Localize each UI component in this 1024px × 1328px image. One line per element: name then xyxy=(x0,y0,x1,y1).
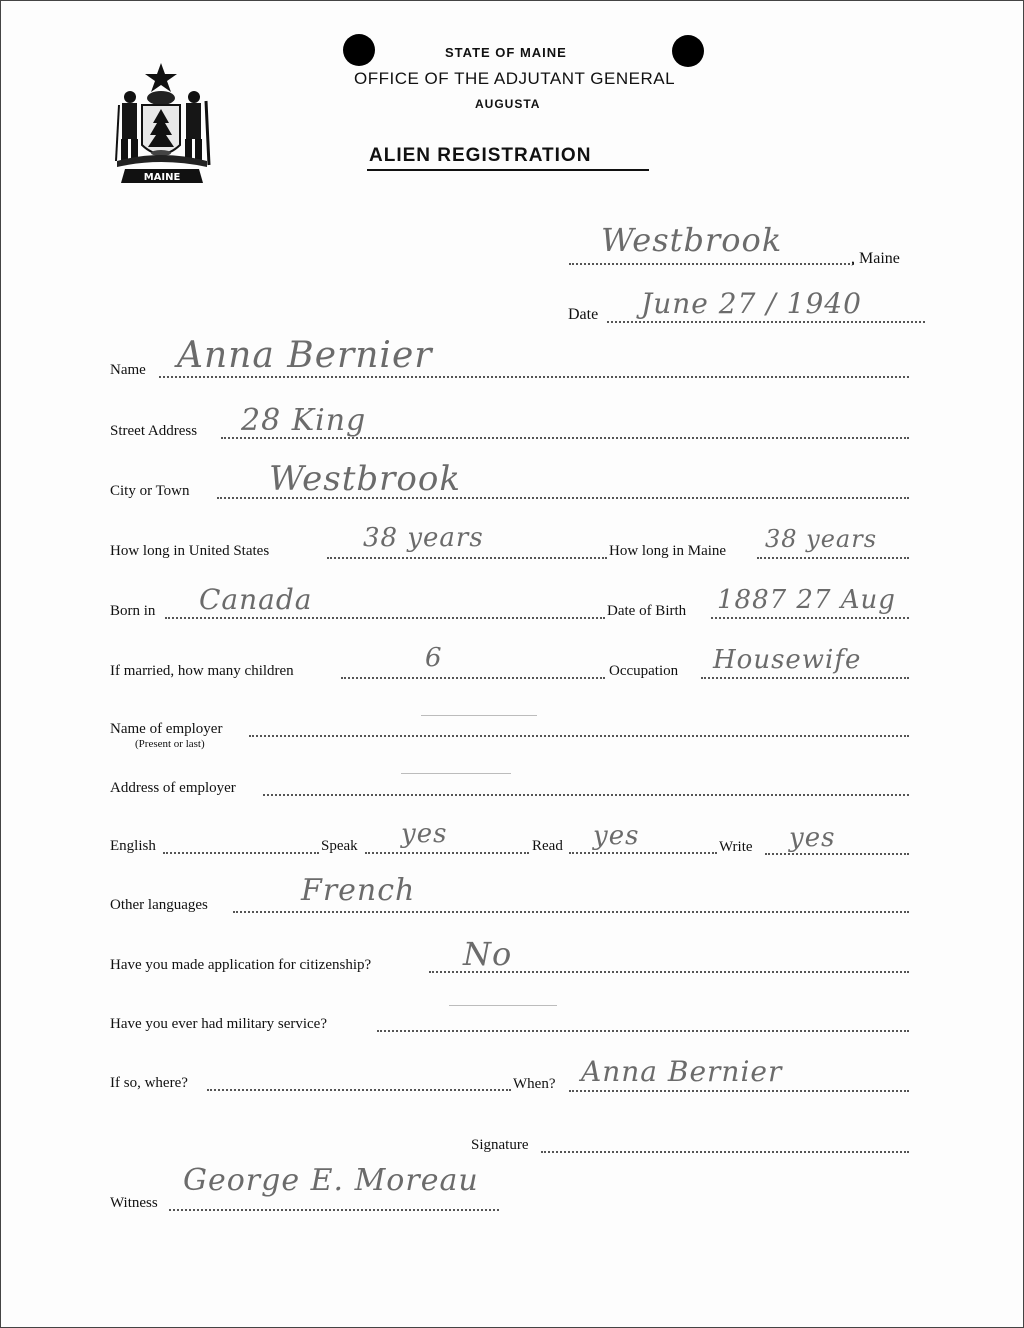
occupation-label: Occupation xyxy=(609,663,679,679)
date-line xyxy=(607,321,925,323)
witness-label: Witness xyxy=(110,1195,158,1211)
street-value[interactable]: 28 King xyxy=(241,403,367,438)
maine-time-value[interactable]: 38 years xyxy=(765,525,878,553)
signature-line xyxy=(541,1151,909,1153)
witness-line xyxy=(169,1209,499,1211)
dob-label: Date of Birth xyxy=(607,603,687,619)
when-label: When? xyxy=(513,1076,556,1092)
occupation-value[interactable]: Housewife xyxy=(713,645,862,675)
maine-time-line xyxy=(757,557,909,559)
name-line xyxy=(159,376,909,378)
military-dash-mark xyxy=(449,1005,557,1006)
punch-hole-left xyxy=(343,34,375,66)
dob-value[interactable]: 1887 27 Aug xyxy=(717,585,896,615)
street-label: Street Address xyxy=(110,423,198,439)
read-label: Read xyxy=(532,838,563,854)
city-label: City or Town xyxy=(110,483,190,499)
employer-dash-mark xyxy=(421,715,537,716)
read-line xyxy=(569,852,717,854)
english-label: English xyxy=(110,838,156,854)
when-line xyxy=(569,1090,909,1092)
employer-address-line xyxy=(263,794,909,796)
read-value[interactable]: yes xyxy=(593,821,640,851)
children-value[interactable]: 6 xyxy=(425,643,443,673)
employer-address-dash-mark xyxy=(401,773,511,774)
other-languages-line xyxy=(233,911,909,913)
write-line xyxy=(765,853,909,855)
header-city: AUGUSTA xyxy=(475,97,541,111)
military-label: Have you ever had military service? xyxy=(110,1016,327,1032)
seal-banner-text: MAINE xyxy=(143,172,181,183)
location-value[interactable]: Westbrook xyxy=(601,221,783,259)
punch-hole-right xyxy=(672,35,704,67)
children-line xyxy=(341,677,605,679)
state-seal-icon xyxy=(111,61,221,186)
when-value[interactable]: Anna Bernier xyxy=(581,1055,783,1088)
dob-line xyxy=(711,617,909,619)
born-line xyxy=(165,617,605,619)
date-label: Date xyxy=(568,306,599,323)
speak-value[interactable]: yes xyxy=(401,819,448,849)
witness-value[interactable]: George E. Moreau xyxy=(183,1163,479,1198)
us-time-line xyxy=(327,557,607,559)
us-time-label: How long in United States xyxy=(110,543,270,559)
name-label: Name xyxy=(110,362,146,378)
other-languages-value[interactable]: French xyxy=(301,873,416,908)
employer-line xyxy=(249,735,909,737)
children-label: If married, how many children xyxy=(110,663,294,679)
born-value[interactable]: Canada xyxy=(199,583,313,616)
born-label: Born in xyxy=(110,603,156,619)
citizenship-label: Have you made application for citizenship? xyxy=(110,957,372,973)
signature-label: Signature xyxy=(471,1137,529,1153)
where-label: If so, where? xyxy=(110,1075,188,1091)
write-value[interactable]: yes xyxy=(789,823,836,853)
date-value[interactable]: June 27 / 1940 xyxy=(641,287,862,320)
maine-time-label: How long in Maine xyxy=(609,543,727,559)
name-value[interactable]: Anna Bernier xyxy=(177,335,433,376)
header-state: STATE OF MAINE xyxy=(445,45,567,60)
form-title: ALIEN REGISTRATION xyxy=(369,145,592,166)
header-office: OFFICE OF THE ADJUTANT GENERAL xyxy=(354,69,676,88)
speak-label: Speak xyxy=(321,838,358,854)
employer-label: Name of employer xyxy=(110,721,223,737)
city-value[interactable]: Westbrook xyxy=(269,459,461,499)
military-line xyxy=(377,1030,909,1032)
english-line xyxy=(163,852,319,854)
location-line xyxy=(569,263,854,265)
location-suffix: , Maine xyxy=(851,250,900,267)
employer-sublabel: (Present or last) xyxy=(135,738,205,750)
us-time-value[interactable]: 38 years xyxy=(363,523,484,553)
employer-address-label: Address of employer xyxy=(110,780,236,796)
other-languages-label: Other languages xyxy=(110,897,208,913)
form-title-underline xyxy=(367,169,649,171)
where-line xyxy=(207,1089,511,1091)
speak-line xyxy=(365,852,529,854)
occupation-line xyxy=(701,677,909,679)
citizenship-value[interactable]: No xyxy=(463,935,513,973)
write-label: Write xyxy=(719,839,753,855)
